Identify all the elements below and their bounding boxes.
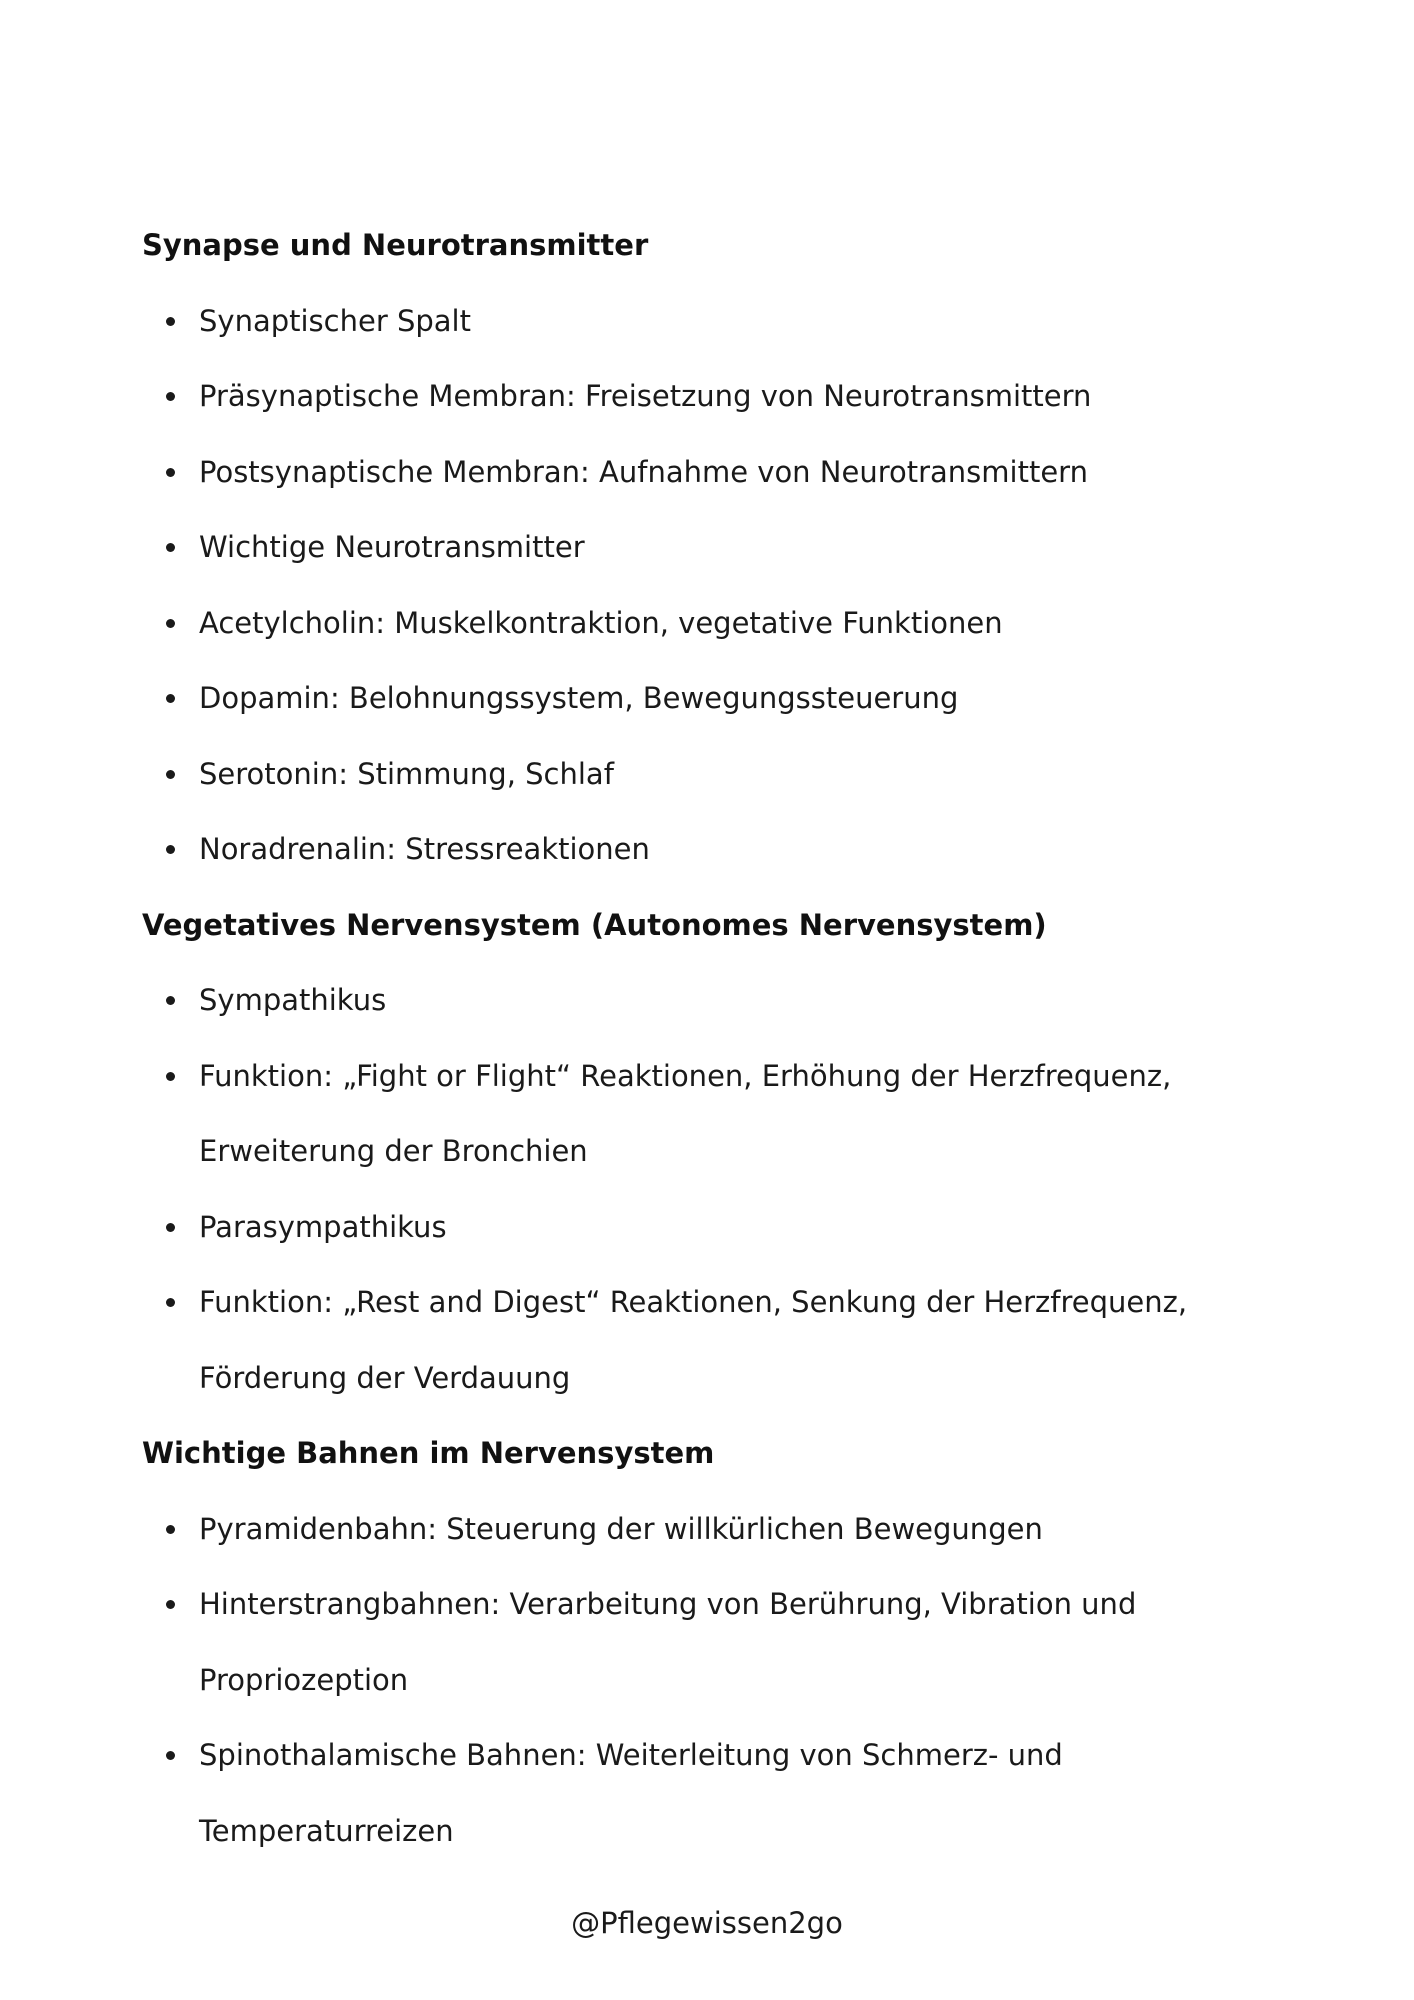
list-item-text: Funktion: „Rest and Digest“ Reaktionen, Senkung der Herzfrequenz, Förderung der Verdauung [199,1285,1188,1395]
list-item [142,963,1282,1039]
list-item-text: Serotonin: Stimmung, Schlaf [199,756,614,791]
list-item [142,284,1282,360]
list-item [142,737,1282,813]
bullet-icon [166,1072,175,1081]
footer-handle: @Pflegewissen2go [571,1906,843,1940]
list-item-text: Dopamin: Belohnungssystem, Bewegungssteuerung [199,681,959,715]
list-item-text: Noradrenalin: Stressreaktionen [199,832,650,866]
list-item [142,661,1282,737]
bullet-icon [166,845,175,854]
bullet-icon [166,317,175,326]
bullet-icon [166,1751,175,1760]
bullet-icon [166,1223,175,1232]
bullet-icon [166,543,175,552]
list-item [142,1265,1282,1416]
list-item [142,812,1282,888]
list-item [142,510,1282,586]
section-title-vegetatives-nervensystem: Vegetatives Nervensystem (Autonomes Nervensystem) [142,907,1047,942]
list-item-text: Parasympathikus [199,1209,447,1244]
list-item-text: Postsynaptische Membran: Aufnahme von Neurotransmittern [199,454,1088,489]
bullet-list-synapse [142,284,1282,888]
bullet-icon [166,392,175,401]
list-item-text: Sympathikus [199,983,387,1017]
section-title-bahnen: Wichtige Bahnen im Nervensystem [142,1436,715,1470]
list-item-text: Acetylcholin: Muskelkontraktion, vegetative Funktionen [199,605,1003,640]
list-item [142,435,1282,511]
bullet-list-bahnen [142,1492,1282,1870]
list-item [142,359,1282,435]
bullet-list-vegetatives-nervensystem [142,963,1282,1416]
list-item-text: Funktion: „Fight or Flight“ Reaktionen, Erhöhung der Herzfrequenz, Erweiterung der Bronchien [199,1058,1172,1168]
list-item [142,1492,1282,1568]
list-item [142,586,1282,662]
list-item [142,1567,1282,1718]
list-item-text: Hinterstrangbahnen: Verarbeitung von Berührung, Vibration und Propriozeption [199,1587,1137,1697]
document-body [142,208,1282,1869]
list-item-text: Pyramidenbahn: Steuerung der willkürlichen Bewegungen [199,1511,1043,1546]
bullet-icon [166,1525,175,1534]
bullet-icon [166,1600,175,1609]
bullet-icon [166,694,175,703]
bullet-icon [166,619,175,628]
section-title-synapse: Synapse und Neurotransmitter [142,228,649,262]
bullet-icon [166,468,175,477]
bullet-icon [166,1298,175,1307]
list-item-text: Spinothalamische Bahnen: Weiterleitung von Schmerz- und Temperaturreizen [199,1738,1063,1848]
bullet-icon [166,996,175,1005]
list-item-text: Synaptischer Spalt [199,303,471,338]
list-item [142,1039,1282,1190]
list-item-text: Präsynaptische Membran: Freisetzung von Neurotransmittern [199,379,1092,413]
list-item-text: Wichtige Neurotransmitter [199,530,585,564]
list-item [142,1718,1282,1869]
list-item [142,1190,1282,1266]
bullet-icon [166,770,175,779]
